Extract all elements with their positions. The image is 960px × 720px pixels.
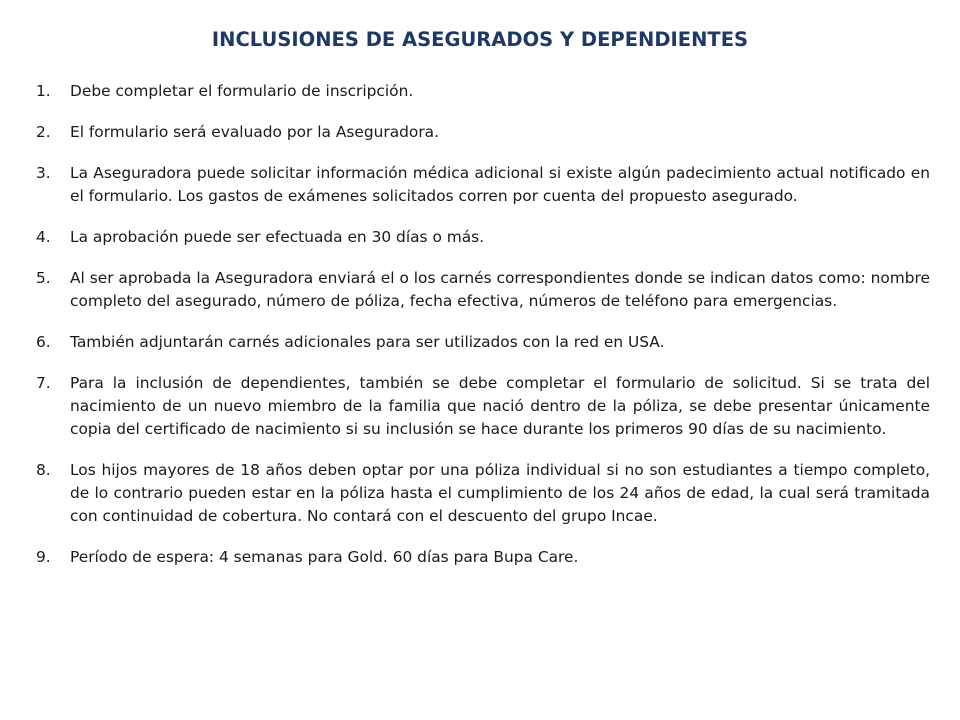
list-item-text: Los hijos mayores de 18 años deben optar por una póliza individual si no son estudiantes a tiempo completo, de lo contrario pueden estar en la póliza hasta el cumplimiento de los 24 años de edad, la cual será tramitada con continuidad de cobertura. No contará con el descuento del grupo Incae. bbox=[70, 461, 930, 525]
numbered-list bbox=[36, 80, 930, 587]
list-item-number: 8. bbox=[36, 461, 51, 479]
list-item-number: 9. bbox=[36, 548, 51, 566]
list-item-text: Debe completar el formulario de inscripción. bbox=[70, 82, 414, 100]
list-item bbox=[36, 546, 930, 569]
list-item-number: 1. bbox=[36, 82, 51, 100]
page-title: INCLUSIONES DE ASEGURADOS Y DEPENDIENTES bbox=[211, 28, 749, 51]
list-item bbox=[36, 162, 930, 208]
list-item-text: Al ser aprobada la Aseguradora enviará el o los carnés correspondientes donde se indican datos como: nombre completo del asegurado, número de póliza, fecha efectiva, números de teléfono para emergencias. bbox=[70, 269, 930, 310]
list-item-number: 6. bbox=[36, 333, 51, 351]
list-item bbox=[36, 80, 930, 103]
list-item-number: 3. bbox=[36, 164, 51, 182]
list-item-text: También adjuntarán carnés adicionales para ser utilizados con la red en USA. bbox=[70, 333, 665, 351]
list-item-text: El formulario será evaluado por la Aseguradora. bbox=[70, 123, 439, 141]
list-item-number: 4. bbox=[36, 228, 51, 246]
list-item bbox=[36, 226, 930, 249]
list-item-text: La aprobación puede ser efectuada en 30 días o más. bbox=[70, 228, 485, 246]
list-item bbox=[36, 459, 930, 528]
list-item-text: La Aseguradora puede solicitar información médica adicional si existe algún padecimiento actual notificado en el formulario. Los gastos de exámenes solicitados corren por cuenta del propuesto asegurado. bbox=[70, 164, 930, 205]
list-item bbox=[36, 267, 930, 313]
list-item-number: 7. bbox=[36, 374, 51, 392]
list-item-number: 2. bbox=[36, 123, 51, 141]
list-item-number: 5. bbox=[36, 269, 51, 287]
list-item-text: Para la inclusión de dependientes, también se debe completar el formulario de solicitud. Si se trata del nacimiento de un nuevo miembro de la familia que nació dentro de la póliza, se debe presentar únicamente copia del certificado de nacimiento si su inclusión se hace durante los primeros 90 días de su nacimiento. bbox=[70, 374, 930, 438]
list-item-text: Período de espera: 4 semanas para Gold. 60 días para Bupa Care. bbox=[70, 548, 579, 566]
list-item bbox=[36, 331, 930, 354]
list-item bbox=[36, 121, 930, 144]
list-item bbox=[36, 372, 930, 441]
